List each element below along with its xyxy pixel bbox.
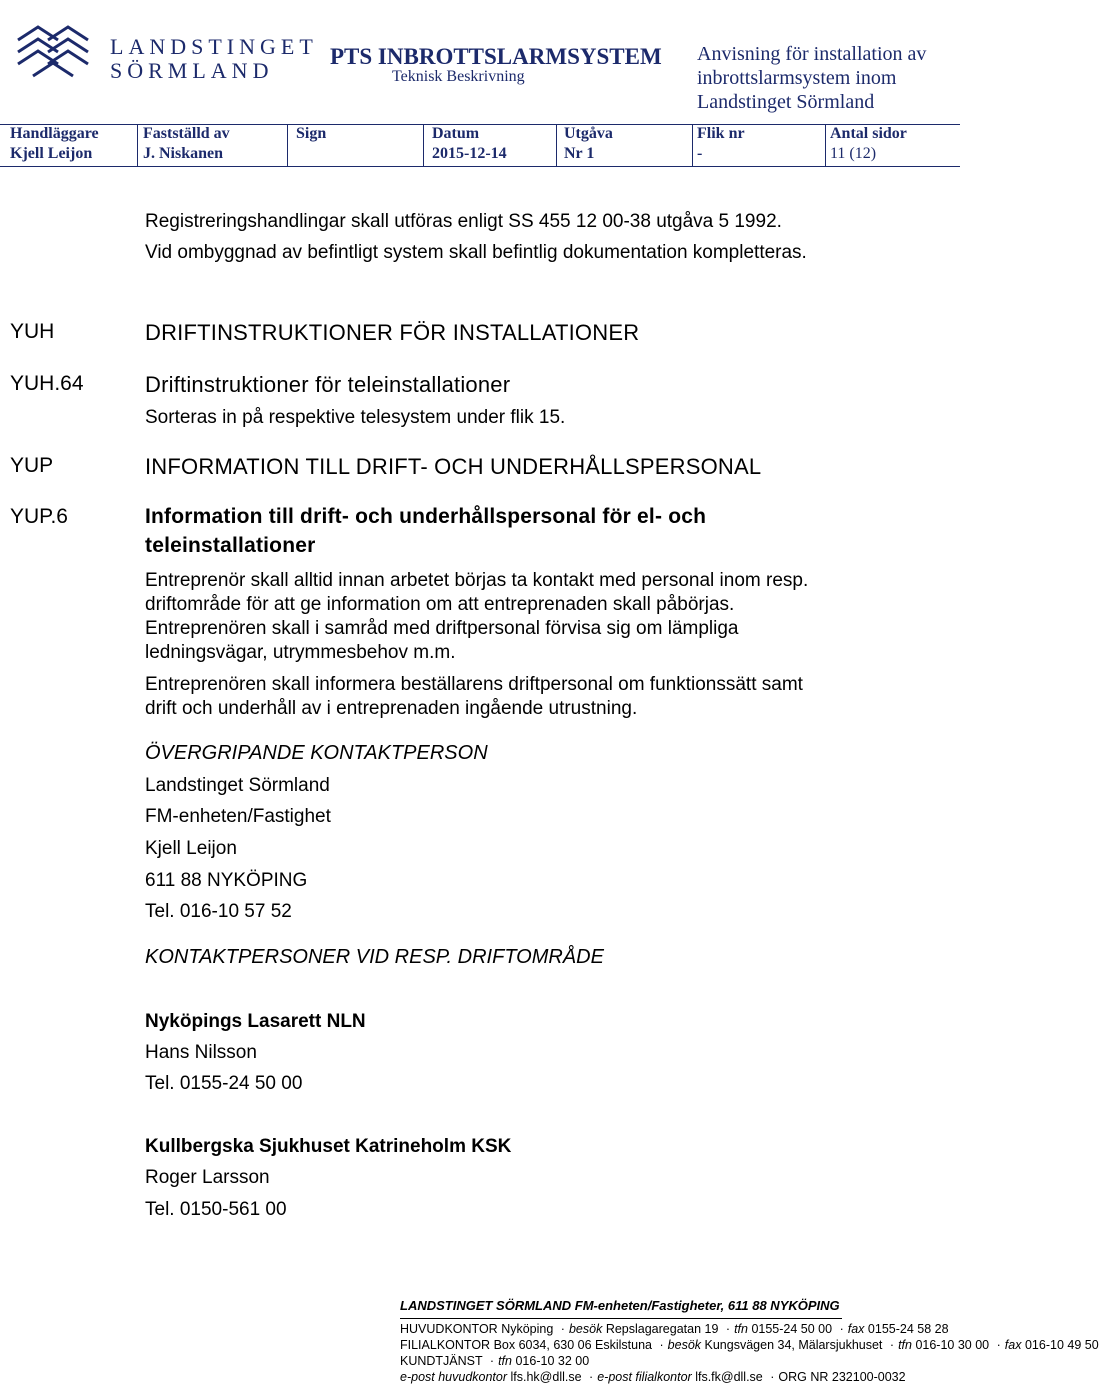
handlaggare-label: Handläggare — [10, 125, 99, 142]
heading-yup: INFORMATION TILL DRIFT- OCH UNDERHÅLLSPERSONAL — [145, 454, 762, 479]
contact2-name: Kullbergska Sjukhuset Katrineholm KSK — [145, 1136, 512, 1157]
footer-hq-line — [400, 1322, 949, 1336]
sign-label: Sign — [296, 125, 327, 142]
org-nr: ORG NR 232100-0032 — [778, 1370, 906, 1384]
para2-line-2: drift och underhåll av i entreprenaden ingående utrustning. — [145, 698, 638, 719]
utgava-value: Nr 1 — [564, 145, 595, 162]
document-subtitle: Teknisk Beskrivning — [392, 68, 525, 85]
code-yup: YUP — [10, 454, 54, 477]
footer-service-line — [400, 1354, 589, 1368]
header-right-line-2: inbrottslarmsystem inom — [697, 67, 897, 89]
logo-text-line1: LANDSTINGET — [110, 34, 318, 59]
heading-yuh-64: Driftinstruktioner för teleinstallationer — [145, 372, 511, 397]
contact1-line-1: Hans Nilsson — [145, 1042, 257, 1063]
handlaggare-value: Kjell Leijon — [10, 145, 93, 162]
code-yup-6: YUP.6 — [10, 505, 68, 528]
header-divider-bottom — [0, 166, 960, 167]
document-title: PTS INBROTTSLARMSYSTEM — [330, 44, 662, 69]
separator-dot-icon: · — [889, 1338, 895, 1352]
contact1-line-2: Tel. 0155-24 50 00 — [145, 1073, 303, 1094]
antal-sidor-value: 11 (12) — [830, 145, 877, 162]
yuh-64-text: Sorteras in på respektive telesystem under flik 15. — [145, 407, 566, 428]
overall-line-4: 611 88 NYKÖPING — [145, 870, 308, 891]
service-phone: 016-10 32 00 — [515, 1354, 590, 1368]
contact1-name: Nyköpings Lasarett NLN — [145, 1011, 366, 1032]
faststalld-label: Fastställd av — [143, 125, 230, 142]
email-hq-label: e-post huvudkontor — [400, 1370, 508, 1384]
service-tfn: tfn — [498, 1354, 512, 1368]
datum-value: 2015-12-14 — [432, 145, 507, 162]
overall-line-5: Tel. 016-10 57 52 — [145, 901, 292, 922]
header-cell-divider — [556, 125, 557, 166]
header-cell-divider — [423, 125, 424, 166]
hq-address: Repslagaregatan 19 — [605, 1322, 719, 1336]
intro-line-2: Vid ombyggnad av befintligt system skall befintlig dokumentation kompletteras. — [145, 242, 807, 263]
antal-sidor-label: Antal sidor — [830, 125, 907, 142]
overall-line-2: FM-enheten/Fastighet — [145, 806, 331, 827]
para1-line-4: ledningsvägar, utrymmesbehov m.m. — [145, 642, 456, 663]
hq-besok: besök — [568, 1322, 603, 1336]
contact2-line-1: Roger Larsson — [145, 1167, 270, 1188]
landstinget-logo-icon — [8, 22, 98, 82]
header-cell-divider — [692, 125, 693, 166]
service-label: KUNDTJÄNST — [400, 1354, 483, 1368]
hq-city: Nyköping — [501, 1322, 554, 1336]
contacts-heading: KONTAKTPERSONER VID RESP. DRIFTOMRÅDE — [145, 946, 604, 968]
branch-address: Kungsvägen 34, Mälarsjukhuset — [704, 1338, 883, 1352]
email-branch-link[interactable]: lfs.fk@dll.se — [695, 1370, 763, 1384]
header-cell-divider — [825, 125, 826, 166]
separator-dot-icon: · — [589, 1370, 594, 1384]
branch-besok: besök — [667, 1338, 702, 1352]
heading-yup-6-line-1: Information till drift- och underhållspersonal för el- och — [145, 505, 707, 528]
separator-dot-icon: · — [489, 1354, 495, 1368]
email-hq-link[interactable]: lfs.hk@dll.se — [510, 1370, 582, 1384]
overall-line-3: Kjell Leijon — [145, 838, 237, 859]
datum-label: Datum — [432, 125, 480, 142]
overall-contact-heading: ÖVERGRIPANDE KONTAKTPERSON — [145, 742, 488, 764]
branch-fax-no: 016-10 49 50 — [1024, 1338, 1099, 1352]
header-cell-divider — [287, 125, 288, 166]
heading-yup-6-line-2: teleinstallationer — [145, 534, 316, 557]
hq-fax-no: 0155-24 58 28 — [867, 1322, 949, 1336]
footer-branch-line — [400, 1338, 1099, 1352]
hq-tfn: tfn — [734, 1322, 748, 1336]
footer-divider — [400, 1318, 842, 1319]
branch-label: FILIALKONTOR — [400, 1338, 491, 1352]
separator-dot-icon: · — [770, 1370, 775, 1384]
para1-line-2: driftområde för att ge information om att entreprenaden skall påbörjas. — [145, 594, 735, 615]
contact2-line-2: Tel. 0150-561 00 — [145, 1199, 287, 1220]
logo-text-line2: SÖRMLAND — [110, 58, 274, 83]
intro-line-1: Registreringshandlingar skall utföras enligt SS 455 12 00-38 utgåva 5 1992. — [145, 211, 782, 232]
hq-fax: fax — [847, 1322, 865, 1336]
separator-dot-icon: · — [839, 1322, 844, 1336]
header-right-line-3: Landstinget Sörmland — [697, 91, 875, 113]
hq-phone: 0155-24 50 00 — [751, 1322, 833, 1336]
header-cell-divider — [137, 125, 138, 166]
flik-label: Flik nr — [697, 125, 745, 142]
para1-line-3: Entreprenören skall i samråd med driftpersonal förvisa sig om lämpliga — [145, 618, 739, 639]
hq-label: HUVUDKONTOR — [400, 1322, 498, 1336]
header-right-line-1: Anvisning för installation av — [697, 43, 927, 65]
separator-dot-icon: · — [659, 1338, 664, 1352]
overall-line-1: Landstinget Sörmland — [145, 775, 330, 796]
heading-yuh: DRIFTINSTRUKTIONER FÖR INSTALLATIONER — [145, 320, 640, 345]
flik-value: - — [697, 145, 703, 162]
branch-tfn: tfn — [898, 1338, 912, 1352]
footer-org: LANDSTINGET SÖRMLAND FM-enheten/Fastigheter, 611 88 NYKÖPING — [400, 1298, 840, 1313]
branch-city: Box 6034, 630 06 Eskilstuna — [493, 1338, 653, 1352]
utgava-label: Utgåva — [564, 125, 613, 142]
branch-fax: fax — [1004, 1338, 1022, 1352]
para1-line-1: Entreprenör skall alltid innan arbetet börjas ta kontakt med personal inom resp. — [145, 570, 809, 591]
email-branch-label: e-post filialkontor — [597, 1370, 692, 1384]
branch-phone: 016-10 30 00 — [915, 1338, 990, 1352]
footer-email-line — [400, 1370, 906, 1384]
separator-dot-icon: · — [725, 1322, 731, 1336]
code-yuh-64: YUH.64 — [10, 372, 84, 395]
separator-dot-icon: · — [996, 1338, 1001, 1352]
faststalld-value: J. Niskanen — [143, 145, 224, 162]
code-yuh: YUH — [10, 320, 55, 343]
para2-line-1: Entreprenören skall informera beställarens driftpersonal om funktionssätt samt — [145, 674, 803, 695]
separator-dot-icon: · — [560, 1322, 565, 1336]
